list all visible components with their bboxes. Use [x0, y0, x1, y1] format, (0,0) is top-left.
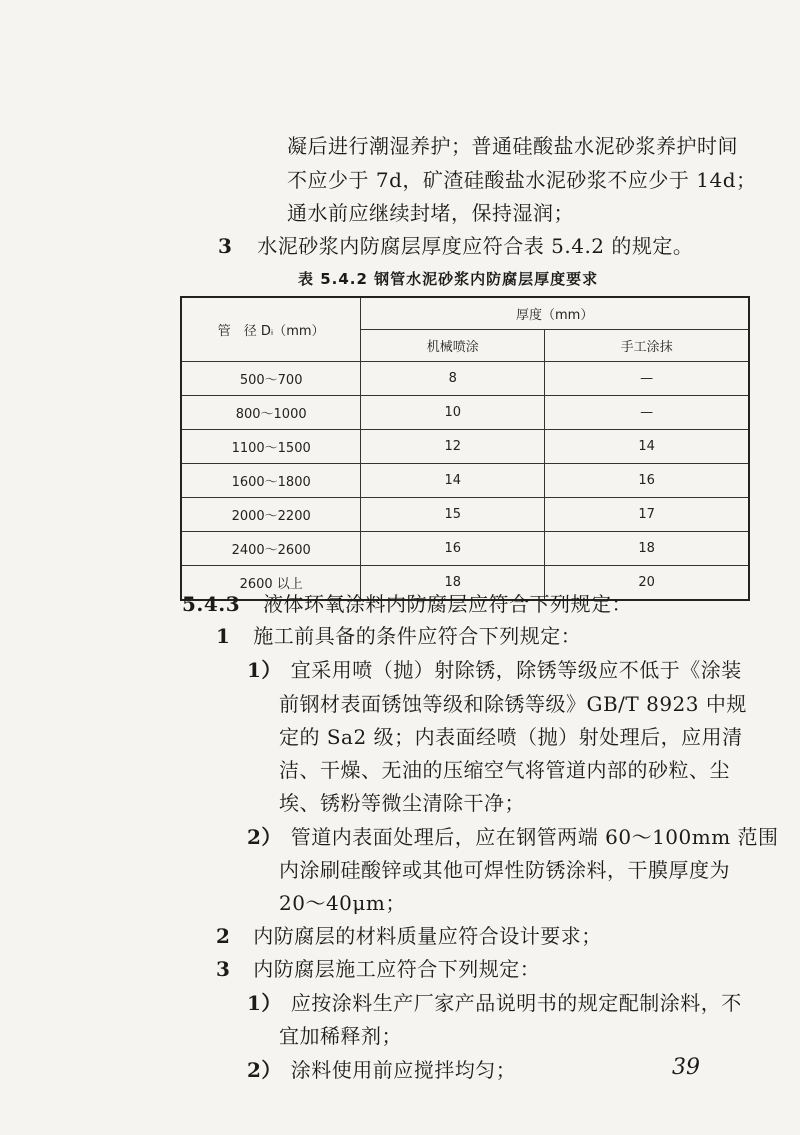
- item-2-text: 内防腐层的材料质量应符合设计要求；: [253, 924, 602, 948]
- subitem-3-2-number: 2）: [247, 1058, 282, 1082]
- cell-diameter: 2600 以上: [181, 566, 361, 601]
- thickness-table: [180, 296, 750, 601]
- subitem-1-1-number: 1）: [247, 658, 282, 682]
- header-thickness: 厚度（mm）: [361, 297, 749, 330]
- subitem-3-1-line-2: 宜加稀释剂；: [279, 1024, 402, 1048]
- table-row: [181, 396, 749, 430]
- subitem-3-1: [247, 989, 742, 1017]
- table-row: [181, 498, 749, 532]
- header-pipe-diameter: 管 径 Dᵢ（mm）: [181, 297, 361, 362]
- subitem-1-2: [247, 823, 779, 851]
- cell-manual: 20: [545, 566, 749, 601]
- item-2: [216, 922, 602, 950]
- subitem-1-1-line-5: 埃、锈粉等微尘清除干净；: [279, 791, 525, 815]
- page-number: 39: [672, 1055, 700, 1080]
- cell-mechanical: 8: [361, 362, 545, 396]
- cell-diameter: 1100～1500: [181, 430, 361, 464]
- cell-mechanical: 15: [361, 498, 545, 532]
- subitem-1-2-line-2: 内涂刷硅酸锌或其他可焊性防锈涂料，干膜厚度为: [279, 858, 730, 882]
- cell-manual: 14: [545, 430, 749, 464]
- table-caption: 表 5.4.2 钢管水泥砂浆内防腐层厚度要求: [298, 270, 599, 288]
- section-5-4-3-text: 液体环氧涂料内防腐层应符合下列规定：: [263, 592, 633, 616]
- subitem-1-1-line-1: 宜采用喷（抛）射除锈，除锈等级应不低于《涂装: [290, 658, 742, 682]
- cell-diameter: 2000～2200: [181, 498, 361, 532]
- item-1-number: 1: [216, 624, 231, 648]
- section-5-4-3-number: 5.4.3: [182, 592, 241, 616]
- table-row: [181, 430, 749, 464]
- intro-line-1: 凝后进行潮湿养护；普通硅酸盐水泥砂浆养护时间: [287, 134, 738, 158]
- cell-manual: 16: [545, 464, 749, 498]
- cell-manual: 18: [545, 532, 749, 566]
- item-3b: [216, 955, 540, 983]
- cell-manual: —: [545, 396, 749, 430]
- subitem-3-1-line-1: 应按涂料生产厂家产品说明书的规定配制涂料，不: [290, 991, 742, 1015]
- item-2-number: 2: [216, 924, 231, 948]
- cell-diameter: 500～700: [181, 362, 361, 396]
- subitem-1-2-line-1: 管道内表面处理后，应在钢管两端 60～100mm 范围: [290, 825, 779, 849]
- subitem-3-2-text: 涂料使用前应搅拌均匀；: [290, 1058, 517, 1082]
- cell-diameter: 2400～2600: [181, 532, 361, 566]
- cell-mechanical: 18: [361, 566, 545, 601]
- cell-manual: —: [545, 362, 749, 396]
- table-row: [181, 464, 749, 498]
- section-5-4-3: [182, 590, 632, 618]
- cell-mechanical: 14: [361, 464, 545, 498]
- item-1-text: 施工前具备的条件应符合下列规定：: [253, 624, 582, 648]
- item-3-text: 水泥砂浆内防腐层厚度应符合表 5.4.2 的规定。: [257, 234, 694, 258]
- item-3: [218, 232, 693, 260]
- subitem-1-2-number: 2）: [247, 825, 282, 849]
- table-row: [181, 362, 749, 396]
- intro-line-3: 通水前应继续封堵，保持湿润；: [287, 201, 574, 225]
- subitem-1-1: [247, 656, 742, 684]
- subitem-1-2-line-3: 20～40μm；: [279, 891, 406, 915]
- subitem-1-1-line-3: 定的 Sa2 级；内表面经喷（抛）射处理后，应用清: [279, 725, 743, 749]
- subitem-1-1-line-4: 洁、干燥、无油的压缩空气将管道内部的砂粒、尘: [279, 758, 730, 782]
- subitem-3-2: [247, 1056, 516, 1084]
- item-3b-number: 3: [216, 957, 231, 981]
- cell-diameter: 800～1000: [181, 396, 361, 430]
- intro-line-2: 不应少于 7d，矿渣硅酸盐水泥砂浆不应少于 14d；: [287, 168, 757, 192]
- item-1: [216, 622, 581, 650]
- cell-mechanical: 12: [361, 430, 545, 464]
- cell-manual: 17: [545, 498, 749, 532]
- subitem-1-1-line-2: 前钢材表面锈蚀等级和除锈等级》GB/T 8923 中规: [279, 692, 747, 716]
- table-row: [181, 532, 749, 566]
- cell-mechanical: 10: [361, 396, 545, 430]
- header-mechanical-spray: 机械喷涂: [361, 330, 545, 362]
- item-3b-text: 内防腐层施工应符合下列规定：: [253, 957, 541, 981]
- header-manual-coating: 手工涂抹: [545, 330, 749, 362]
- cell-mechanical: 16: [361, 532, 545, 566]
- cell-diameter: 1600～1800: [181, 464, 361, 498]
- subitem-3-1-number: 1）: [247, 991, 282, 1015]
- item-3-number: 3: [218, 234, 233, 258]
